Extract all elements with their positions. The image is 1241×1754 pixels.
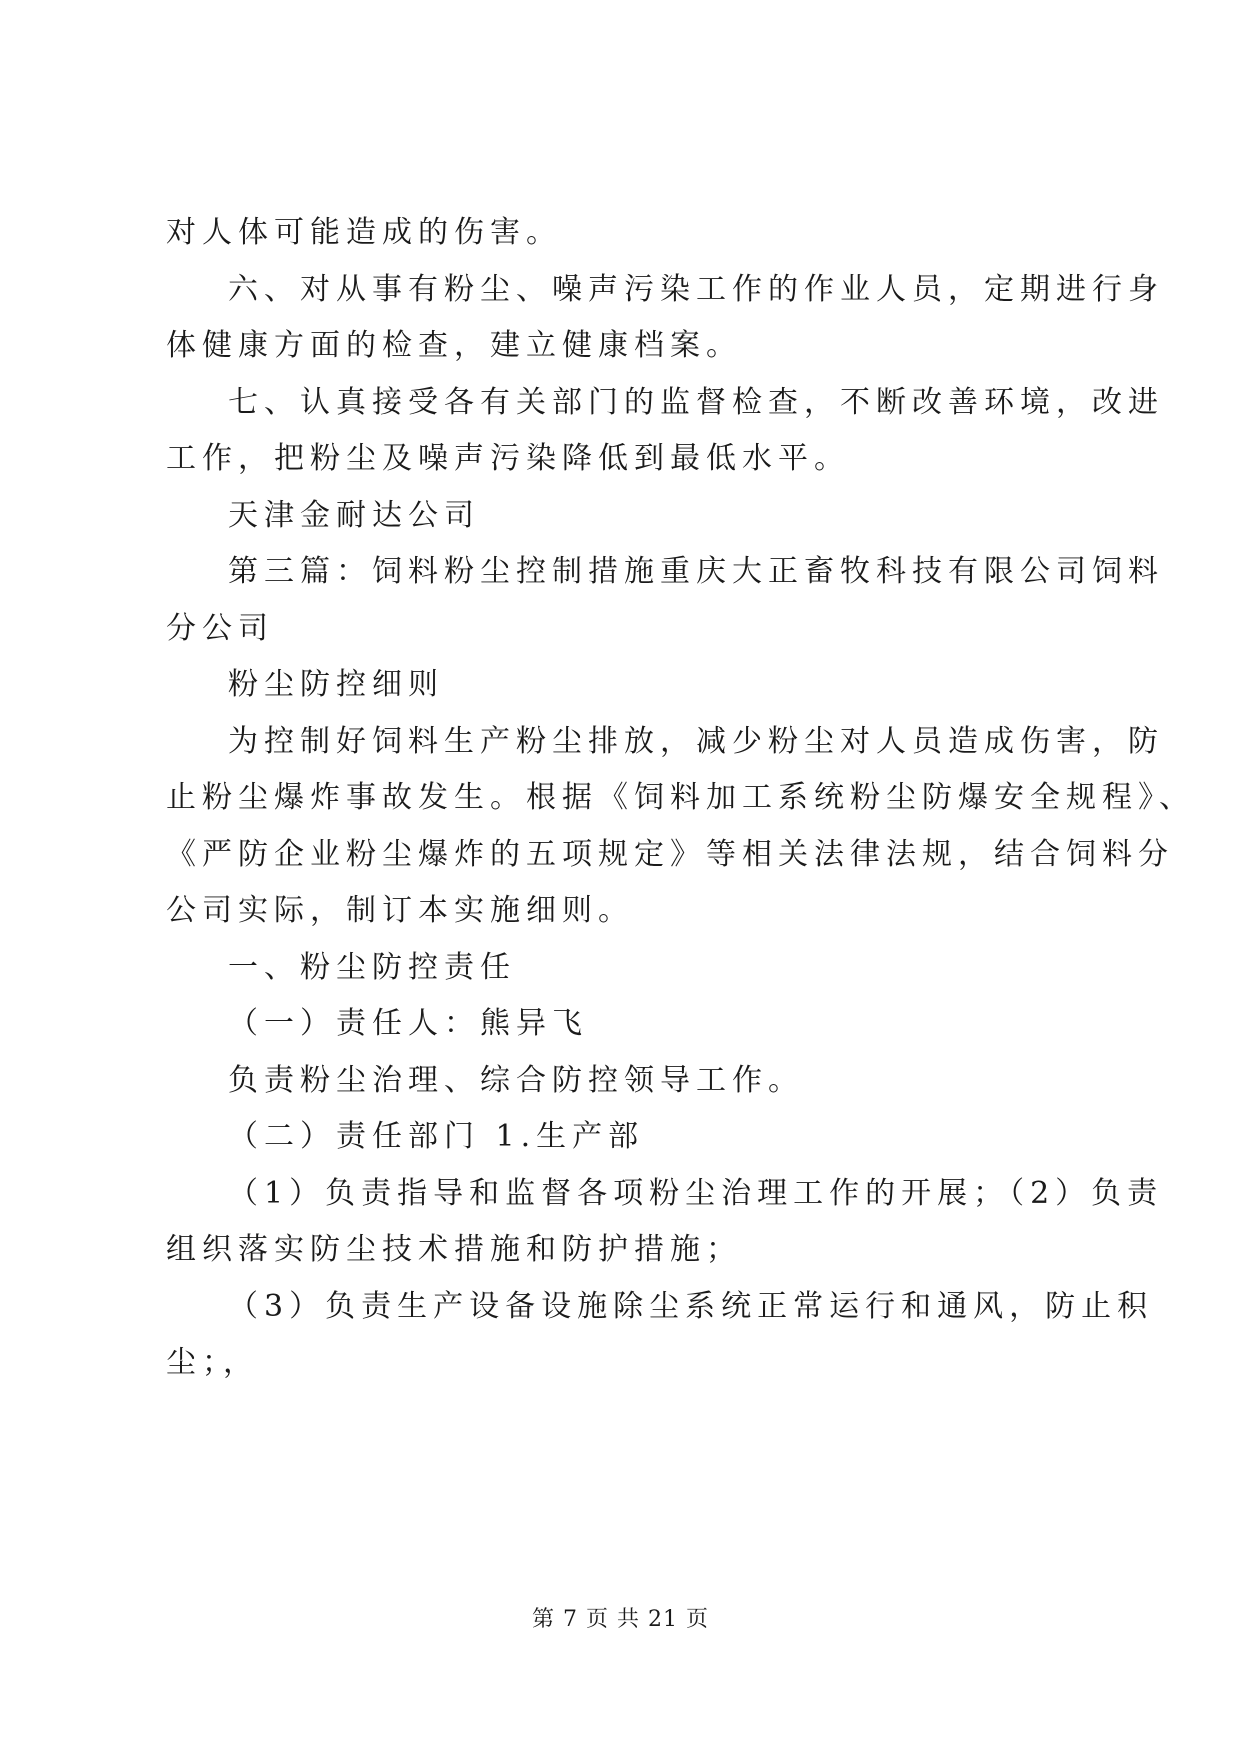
page-number-footer: 第 7 页 共 21 页 <box>532 1607 709 1632</box>
text-line: 七、认真接受各有关部门的监督检查，不断改善环境，改进 <box>228 385 1164 420</box>
text-line: 尘；， <box>166 1345 259 1380</box>
text-line: 粉尘防控细则 <box>228 667 444 702</box>
text-line: 六、对从事有粉尘、噪声污染工作的作业人员，定期进行身 <box>228 272 1164 307</box>
text-line: （1）负责指导和监督各项粉尘治理工作的开展；（2）负责 <box>228 1176 1164 1211</box>
text-line: 负责粉尘治理、综合防控领导工作。 <box>228 1063 804 1098</box>
text-line: 公司实际，制订本实施细则。 <box>166 893 634 928</box>
text-line: 第三篇：饲料粉尘控制措施重庆大正畜牧科技有限公司饲料 <box>228 554 1164 589</box>
text-line: 分公司 <box>166 611 274 646</box>
text-line: 一、粉尘防控责任 <box>228 950 516 985</box>
text-line: 止粉尘爆炸事故发生。根据《饲料加工系统粉尘防爆安全规程》、 <box>166 780 1195 815</box>
text-line: （一）责任人：熊异飞 <box>228 1006 588 1041</box>
text-line: 工作，把粉尘及噪声污染降低到最低水平。 <box>166 441 850 476</box>
text-line: （3）负责生产设备设施除尘系统正常运行和通风，防止积 <box>228 1289 1154 1324</box>
text-line: 组织落实防尘技术措施和防护措施； <box>166 1232 742 1267</box>
text-line: 体健康方面的检查，建立健康档案。 <box>166 328 742 363</box>
text-line: 为控制好饲料生产粉尘排放，减少粉尘对人员造成伤害，防 <box>228 724 1164 759</box>
text-line: 天津金耐达公司 <box>228 498 480 533</box>
text-line: 《严防企业粉尘爆炸的五项规定》等相关法律法规，结合饲料分 <box>166 837 1174 872</box>
text-line: 对人体可能造成的伤害。 <box>166 215 562 250</box>
text-line: （二）责任部门 1.生产部 <box>228 1119 645 1154</box>
